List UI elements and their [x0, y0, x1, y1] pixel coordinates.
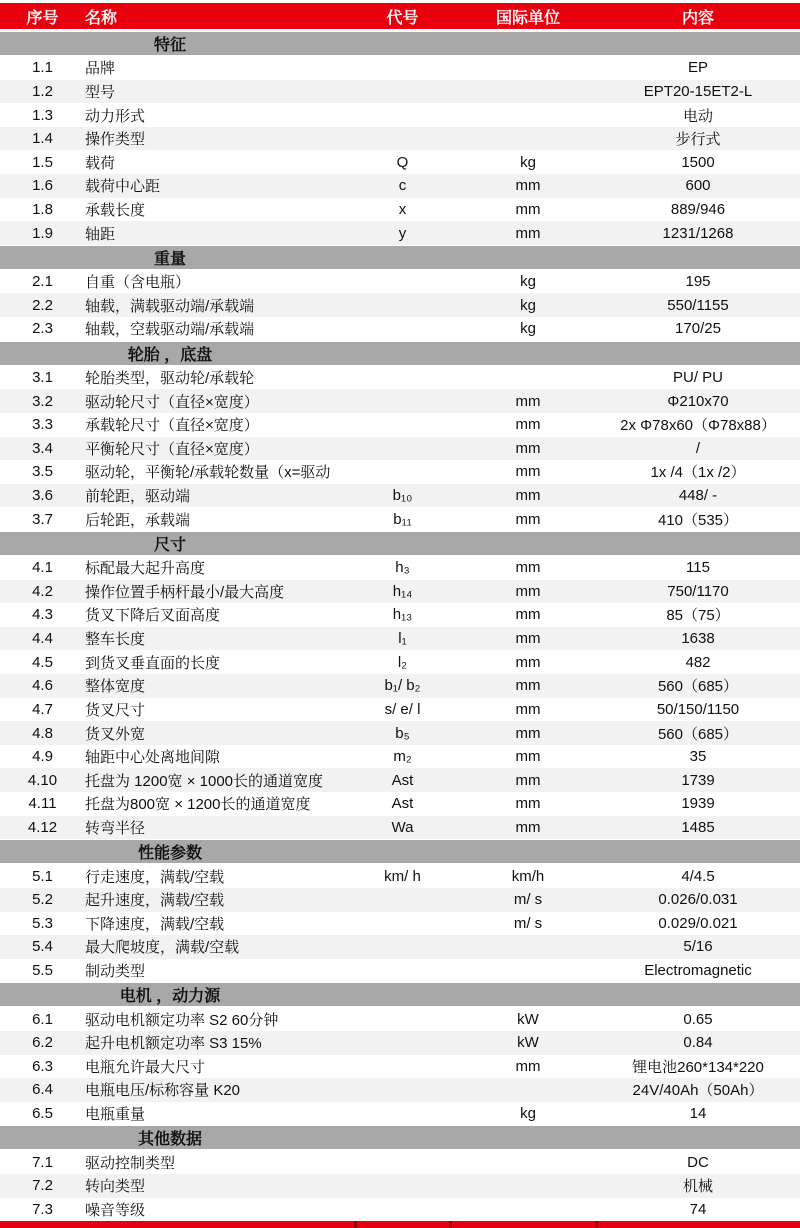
row-unit: mm	[515, 224, 541, 242]
table-header-row	[0, 3, 800, 29]
row-unit: kW	[517, 1010, 539, 1028]
table-row	[0, 1007, 800, 1031]
row-unit: m/ s	[513, 891, 543, 909]
section-title: 性能参数	[137, 845, 202, 863]
row-value: /	[695, 439, 701, 457]
row-unit: kg	[520, 296, 536, 314]
row-unit: mm	[515, 677, 541, 695]
table-row	[0, 221, 800, 245]
row-value: 步行式	[675, 131, 721, 149]
table-row	[0, 484, 800, 508]
row-number: 3.6	[32, 487, 53, 505]
section-title: 特征	[153, 37, 186, 54]
row-value: 1500	[681, 153, 715, 171]
row-value: 锂电池260*134*220	[632, 1058, 764, 1076]
row-name: 平衡轮尺寸（直径×宽度）	[85, 440, 259, 458]
row-symbol: h₁₄	[392, 582, 413, 600]
table-row	[0, 198, 800, 222]
row-symbol: Q	[396, 153, 409, 171]
row-name: 后轮距，承载端	[85, 511, 191, 529]
row-number: 6.1	[32, 1010, 53, 1028]
footer-divider	[449, 1221, 452, 1228]
row-name: 承载轮尺寸（直径×宽度）	[85, 417, 259, 435]
row-number: 2.3	[32, 320, 53, 338]
table-row	[0, 174, 800, 198]
row-number: 4.2	[32, 582, 53, 600]
table-row	[0, 888, 800, 912]
row-symbol: h₃	[395, 559, 410, 577]
row-name: 操作位置手柄杆最小/最大高度	[85, 583, 285, 601]
row-value: 889/946	[670, 200, 726, 218]
section-header	[0, 531, 800, 556]
row-number: 1.5	[32, 153, 53, 171]
table-row	[0, 293, 800, 317]
table-row	[0, 1031, 800, 1055]
column-header-unit: 国际单位	[495, 9, 560, 27]
table-row	[0, 935, 800, 959]
row-name: 整车长度	[85, 631, 146, 649]
row-number: 4.1	[32, 559, 53, 577]
row-name: 标配最大起升高度	[85, 560, 206, 578]
table-row	[0, 507, 800, 531]
row-value: 1939	[681, 795, 715, 813]
row-name: 轴距	[85, 225, 116, 243]
table-row	[0, 150, 800, 174]
row-number: 5.1	[32, 867, 53, 885]
row-name: 整体宽度	[85, 678, 146, 696]
row-value: Φ210x70	[667, 392, 729, 410]
table-row	[0, 556, 800, 580]
table-row	[0, 698, 800, 722]
row-number: 4.11	[28, 795, 57, 813]
row-value: 24V/40Ah（50Ah）	[632, 1082, 764, 1100]
row-symbol: m₂	[393, 748, 412, 766]
row-unit: kW	[517, 1034, 539, 1052]
row-number: 3.1	[32, 369, 53, 386]
row-number: 7.1	[32, 1153, 53, 1171]
table-row	[0, 437, 800, 461]
row-unit: mm	[515, 724, 541, 742]
row-value: 448/ -	[678, 487, 718, 505]
footer-divider	[595, 1221, 598, 1228]
section-header	[0, 839, 800, 864]
row-name: 品牌	[85, 60, 116, 78]
row-value: 14	[689, 1105, 707, 1123]
row-name: 载荷	[85, 154, 116, 172]
row-name: 前轮距，驱动端	[85, 488, 191, 506]
row-symbol: b₅	[395, 724, 410, 742]
row-number: 1.6	[32, 177, 53, 195]
row-name: 电瓶电压/标称容量 K20	[85, 1082, 241, 1100]
row-number: 3.4	[32, 439, 53, 457]
section-header	[0, 1125, 800, 1150]
table-row	[0, 317, 800, 341]
row-name: 制动类型	[85, 963, 146, 981]
row-unit: mm	[515, 463, 541, 481]
column-header-symbol: 代号	[386, 9, 419, 27]
row-unit: mm	[515, 582, 541, 600]
row-number: 6.4	[32, 1081, 53, 1099]
table-row	[0, 1078, 800, 1102]
row-value: 482	[685, 653, 711, 671]
row-number: 1.3	[32, 106, 53, 124]
row-name: 货叉外宽	[85, 725, 146, 743]
row-name: 驱动控制类型	[85, 1154, 176, 1172]
section-title: 电机 ，动力源	[119, 988, 221, 1006]
row-number: 3.3	[32, 416, 53, 434]
row-value: 2x Φ78x60（Φ78x88）	[620, 417, 776, 435]
row-number: 5.5	[32, 962, 53, 980]
table-row	[0, 366, 800, 390]
row-value: Electromagnetic	[644, 962, 752, 980]
row-value: 560（685）	[657, 725, 739, 743]
row-number: 4.5	[32, 653, 53, 671]
table-row	[0, 627, 800, 651]
row-name: 托盘为800宽 × 1200长的通道宽度	[85, 796, 311, 814]
row-name: 自重（含电瓶）	[85, 274, 191, 292]
row-number: 4.9	[32, 748, 53, 766]
row-name: 轮胎类型，驱动轮/承载轮	[85, 370, 255, 387]
row-unit: kg	[520, 1105, 536, 1123]
table-row	[0, 1174, 800, 1198]
row-value: 机械	[682, 1178, 713, 1196]
row-unit: mm	[515, 795, 541, 813]
row-unit: mm	[515, 439, 541, 457]
row-unit: mm	[515, 177, 541, 195]
table-row	[0, 650, 800, 674]
row-symbol: b₁/ b₂	[384, 677, 421, 695]
row-unit: kg	[520, 320, 536, 338]
row-name: 托盘为 1200宽 × 1000长的通道宽度	[85, 772, 324, 790]
row-value: DC	[687, 1153, 709, 1171]
row-symbol: x	[398, 200, 407, 218]
column-header-value: 内容	[681, 9, 714, 27]
row-number: 4.3	[32, 606, 53, 624]
row-symbol: l₁	[398, 630, 407, 648]
row-number: 3.7	[32, 510, 53, 528]
row-name: 最大爬坡度，满载/空载	[85, 939, 240, 957]
row-name: 起升电机额定功率 S3 15%	[85, 1035, 262, 1053]
row-value: 0.84	[683, 1034, 713, 1052]
table-row	[0, 792, 800, 816]
row-name: 承载长度	[85, 201, 146, 219]
table-row	[0, 1198, 800, 1222]
table-row	[0, 674, 800, 698]
row-unit: mm	[515, 416, 541, 434]
row-unit: mm	[515, 200, 541, 218]
row-number: 7.2	[32, 1177, 53, 1195]
row-name: 型号	[85, 83, 116, 101]
row-number: 1.4	[32, 130, 53, 148]
row-value: 4/4.5	[681, 867, 715, 885]
table-row	[0, 413, 800, 437]
row-number: 4.6	[32, 677, 53, 695]
row-name: 起升速度，满载/空载	[85, 892, 225, 910]
row-number: 6.3	[32, 1057, 53, 1075]
row-value: 560（685）	[657, 678, 739, 696]
section-header	[0, 245, 800, 270]
row-name: 驱动轮，平衡轮/承载轮数量（x=驱动	[85, 464, 331, 482]
row-value: 50/150/1150	[656, 700, 740, 718]
row-number: 5.3	[32, 914, 53, 932]
table-row	[0, 745, 800, 769]
footer-divider	[354, 1221, 357, 1228]
row-unit: mm	[515, 653, 541, 671]
row-symbol: c	[398, 177, 407, 195]
table-row	[0, 460, 800, 484]
row-unit: mm	[515, 606, 541, 624]
row-number: 4.7	[32, 700, 53, 718]
row-unit: mm	[515, 559, 541, 577]
row-unit: mm	[515, 748, 541, 766]
row-number: 1.1	[32, 59, 53, 77]
row-name: 转向类型	[85, 1178, 146, 1196]
row-name: 电瓶允许最大尺寸	[85, 1058, 206, 1076]
row-symbol: b₁₁	[393, 510, 412, 528]
row-unit: mm	[515, 818, 541, 836]
table-row	[0, 270, 800, 294]
row-number: 5.2	[32, 891, 53, 909]
row-name: 驱动轮尺寸（直径×宽度）	[85, 393, 259, 411]
row-value: 170/25	[675, 320, 721, 338]
table-row	[0, 80, 800, 104]
row-value: 1x /4（1x /2）	[650, 464, 746, 482]
row-number: 1.8	[32, 200, 53, 218]
table-row	[0, 1150, 800, 1174]
row-unit: mm	[515, 392, 541, 410]
section-header	[0, 982, 800, 1007]
row-name: 货叉尺寸	[85, 701, 146, 719]
row-value: 74	[689, 1200, 707, 1218]
row-value: 1231/1268	[662, 224, 734, 242]
row-value: EP	[687, 59, 708, 77]
row-value: 0.029/0.021	[658, 914, 738, 932]
row-value: 35	[689, 748, 707, 766]
row-unit: mm	[515, 771, 541, 789]
section-title: 其他数据	[137, 1131, 202, 1149]
table-row	[0, 103, 800, 127]
row-number: 4.4	[32, 630, 53, 648]
row-name: 轴载，空载驱动端/承载端	[85, 321, 255, 339]
row-value: 750/1170	[667, 582, 729, 600]
table-body	[0, 31, 800, 1221]
row-unit: mm	[515, 700, 541, 718]
row-unit: m/ s	[513, 914, 543, 932]
section-title: 轮胎 ，底盘	[127, 346, 213, 364]
row-name: 转弯半径	[85, 819, 146, 837]
table-row	[0, 580, 800, 604]
row-unit: kg	[520, 153, 536, 171]
section-header	[0, 31, 800, 56]
row-number: 6.2	[32, 1034, 53, 1052]
row-number: 7.3	[32, 1200, 53, 1218]
row-name: 噪音等级	[85, 1201, 146, 1219]
row-value: PU/ PU	[672, 369, 723, 386]
row-value: 电动	[682, 107, 713, 125]
table-row	[0, 1055, 800, 1079]
row-symbol: Wa	[391, 818, 414, 836]
row-number: 4.8	[32, 724, 53, 742]
row-symbol: y	[398, 224, 407, 242]
footer-accent-bar	[0, 1221, 800, 1228]
row-name: 轴载，满载驱动端/承载端	[85, 297, 255, 315]
table-row	[0, 56, 800, 80]
table-row	[0, 127, 800, 151]
row-number: 6.5	[32, 1105, 53, 1123]
row-name: 下降速度，满载/空载	[85, 915, 225, 933]
row-value: 1739	[681, 771, 715, 789]
row-name: 货叉下降后叉面高度	[85, 607, 221, 625]
row-value: 195	[685, 273, 711, 291]
table-row	[0, 603, 800, 627]
row-name: 动力形式	[85, 107, 146, 125]
row-value: 600	[685, 177, 711, 195]
table-row	[0, 721, 800, 745]
row-name: 驱动电机额定功率 S2 60分钟	[85, 1011, 279, 1029]
row-name: 行走速度，满载/空载	[85, 868, 225, 886]
row-symbol: h₁₃	[392, 606, 413, 624]
column-header-name: 名称	[85, 9, 118, 27]
row-value: EPT20-15ET2-L	[643, 82, 753, 100]
row-name: 电瓶重量	[85, 1106, 146, 1124]
row-unit: mm	[515, 487, 541, 505]
row-value: 550/1155	[667, 296, 729, 314]
table-row	[0, 864, 800, 888]
row-number: 2.1	[32, 273, 53, 291]
row-name: 操作类型	[85, 131, 146, 149]
table-row	[0, 768, 800, 792]
row-value: 1638	[681, 630, 715, 648]
row-name: 到货叉垂直面的长度	[85, 654, 221, 672]
row-symbol: b₁₀	[392, 487, 413, 505]
table-row	[0, 389, 800, 413]
table-row	[0, 1102, 800, 1126]
row-symbol: s/ e/ l	[384, 700, 421, 718]
section-header	[0, 341, 800, 366]
row-unit: kg	[520, 273, 536, 291]
column-header-no: 序号	[26, 9, 59, 27]
table-row	[0, 816, 800, 840]
row-value: 0.65	[683, 1010, 713, 1028]
row-value: 115	[686, 559, 710, 577]
table-row	[0, 959, 800, 983]
row-number: 4.10	[27, 771, 58, 789]
row-value: 410（535）	[657, 511, 739, 529]
row-number: 2.2	[32, 296, 53, 314]
row-name: 轴距中心处离地间隙	[85, 749, 221, 767]
row-value: 85（75）	[666, 607, 730, 625]
row-number: 5.4	[32, 938, 53, 956]
row-number: 1.9	[32, 224, 53, 242]
row-symbol: Ast	[391, 795, 414, 813]
row-value: 1485	[681, 818, 715, 836]
row-number: 4.12	[27, 818, 58, 836]
row-value: 5/16	[683, 938, 713, 956]
row-unit: mm	[515, 1057, 541, 1075]
section-title: 重量	[153, 250, 186, 268]
row-number: 3.5	[32, 463, 53, 481]
row-unit: mm	[515, 510, 541, 528]
row-symbol: km/ h	[384, 867, 421, 885]
row-value: 0.026/0.031	[658, 891, 738, 909]
row-symbol: l₂	[397, 653, 408, 671]
row-unit: km/h	[511, 867, 545, 885]
row-name: 载荷中心距	[85, 178, 161, 196]
section-title: 尺寸	[153, 536, 186, 554]
row-number: 1.2	[32, 82, 53, 100]
row-unit: mm	[515, 630, 541, 648]
row-number: 3.2	[32, 392, 53, 410]
row-symbol: Ast	[391, 771, 414, 789]
table-row	[0, 912, 800, 936]
